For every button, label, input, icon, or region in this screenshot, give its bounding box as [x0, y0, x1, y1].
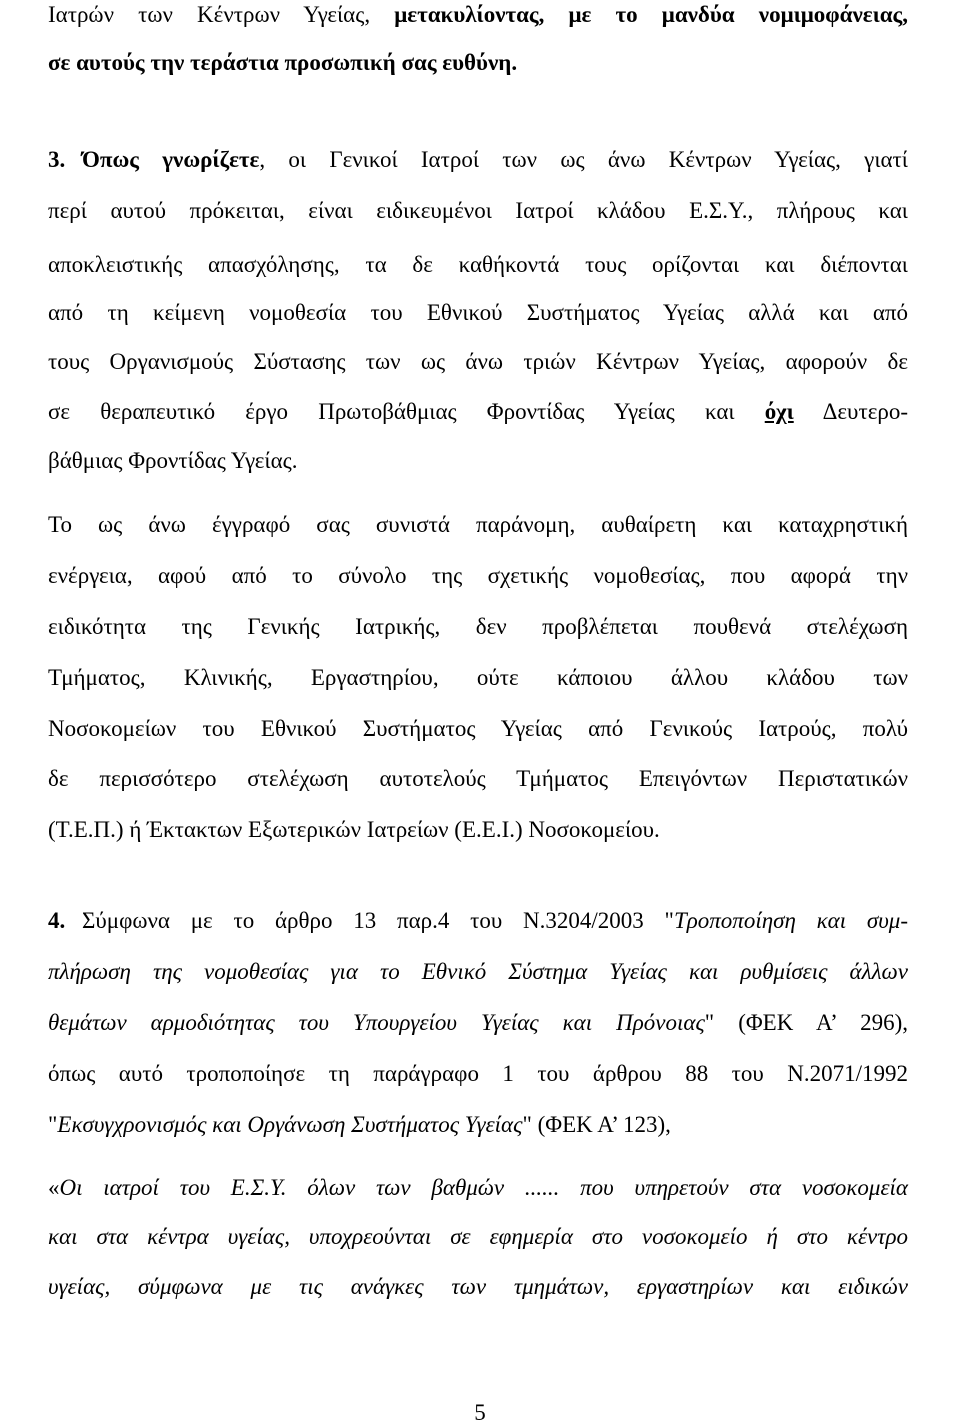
paragraph-line: Τμήματος, Κλινικής, Εργαστηρίου, ούτε κάποιου άλλου κλάδου των — [48, 665, 908, 690]
quote-line: υγείας, σύμφωνα με τις ανάγκες των τμημάτων, εργαστηρίων και ειδικών — [48, 1274, 908, 1299]
bold-text-run: Όπως γνωρίζετε — [82, 147, 260, 172]
text-run: « — [48, 1175, 60, 1200]
italic-text-run: θεμάτων αρμοδιότητας του Υπουργείου Υγείας και Πρόνοιας — [48, 1010, 705, 1035]
section-number: 4. — [48, 908, 66, 933]
text-run: " (ΦΕΚ Α’ 296), — [704, 1010, 909, 1035]
paragraph-line: τους Οργανισμούς Σύστασης των ως άνω τριών Κέντρων Υγείας, αφορούν δε — [48, 349, 908, 374]
paragraph-line — [48, 397, 908, 427]
section-4-first-line — [48, 906, 908, 936]
underlined-bold-text: όχι — [764, 399, 794, 424]
text-run: Σύμφωνα με το άρθρο 13 παρ.4 του Ν.3204/2003 " — [82, 908, 674, 933]
paragraph-line: ενέργεια, αφού από το σύνολο της σχετικής νομοθεσίας, που αφορά την — [48, 563, 908, 588]
paragraph-line: σε αυτούς την τεράστια προσωπική σας ευθύνη. — [48, 50, 518, 75]
text-run: , οι Γενικοί Ιατροί των ως άνω Κέντρων Υγείας, γιατί — [259, 147, 908, 172]
italic-paragraph-line: πλήρωση της νομοθεσίας για το Εθνικό Σύστημα Υγείας και ρυθμίσεις άλλων — [48, 959, 908, 984]
paragraph-line — [48, 0, 908, 30]
bold-text-run: μετακυλίοντας, με το μανδύα νομιμοφάνειας, — [394, 2, 908, 27]
paragraph-line: όπως αυτό τροποποίησε τη παράγραφο 1 του άρθρου 88 του Ν.2071/1992 — [48, 1061, 908, 1086]
text-run: Ιατρών των Κέντρων Υγείας, — [48, 2, 395, 27]
text-run: σε θεραπευτικό έργο Πρωτοβάθμιας Φροντίδας Υγείας και — [48, 399, 765, 424]
paragraph-line: βάθμιας Φροντίδας Υγείας. — [48, 448, 298, 473]
paragraph-line: δε περισσότερο στελέχωση αυτοτελούς Τμήματος Επειγόντων Περιστατικών — [48, 766, 908, 791]
paragraph-line: αποκλειστικής απασχόλησης, τα δε καθήκοντά τους ορίζονται και διέπονται — [48, 252, 908, 277]
section-number: 3. — [48, 147, 66, 172]
paragraph-line: από τη κείμενη νομοθεσία του Εθνικού Συστήματος Υγείας αλλά και από — [48, 300, 908, 325]
paragraph-line — [48, 1008, 908, 1038]
paragraph-line: Νοσοκομείων του Εθνικού Συστήματος Υγείας από Γενικούς Ιατρούς, πολύ — [48, 716, 908, 741]
italic-text-run: Οι ιατροί του Ε.Σ.Υ. όλων των βαθμών ...... που υπηρετούν στα νοσοκομεία — [59, 1175, 908, 1200]
paragraph-line: περί αυτού πρόκειται, είναι ειδικευμένοι Ιατροί κλάδου Ε.Σ.Υ., πλήρους και — [48, 198, 908, 223]
section-3-first-line — [48, 145, 908, 175]
italic-text-run: Τροποποίηση και συμ- — [673, 908, 908, 933]
quote-line — [48, 1173, 908, 1203]
italic-text-run: Εκσυγχρονισμός και Οργάνωση Συστήματος Υγείας — [57, 1112, 523, 1137]
text-run: " — [48, 1112, 58, 1137]
text-run: Δευτερο- — [793, 399, 908, 424]
paragraph-line: Το ως άνω έγγραφό σας συνιστά παράνομη, αυθαίρετη και καταχρηστική — [48, 512, 908, 537]
page-number: 5 — [474, 1400, 486, 1425]
paragraph-line: ειδικότητα της Γενικής Ιατρικής, δεν προβλέπεται πουθενά στελέχωση — [48, 614, 908, 639]
paragraph-line: (Τ.Ε.Π.) ή Έκτακτων Εξωτερικών Ιατρείων (Ε.Ε.Ι.) Νοσοκομείου. — [48, 817, 660, 842]
text-run: " (ΦΕΚ Α’ 123), — [522, 1112, 671, 1137]
paragraph-line — [48, 1110, 908, 1140]
quote-line: και στα κέντρα υγείας, υποχρεούνται σε εφημερία στο νοσοκομείο ή στο κέντρο — [48, 1224, 908, 1249]
